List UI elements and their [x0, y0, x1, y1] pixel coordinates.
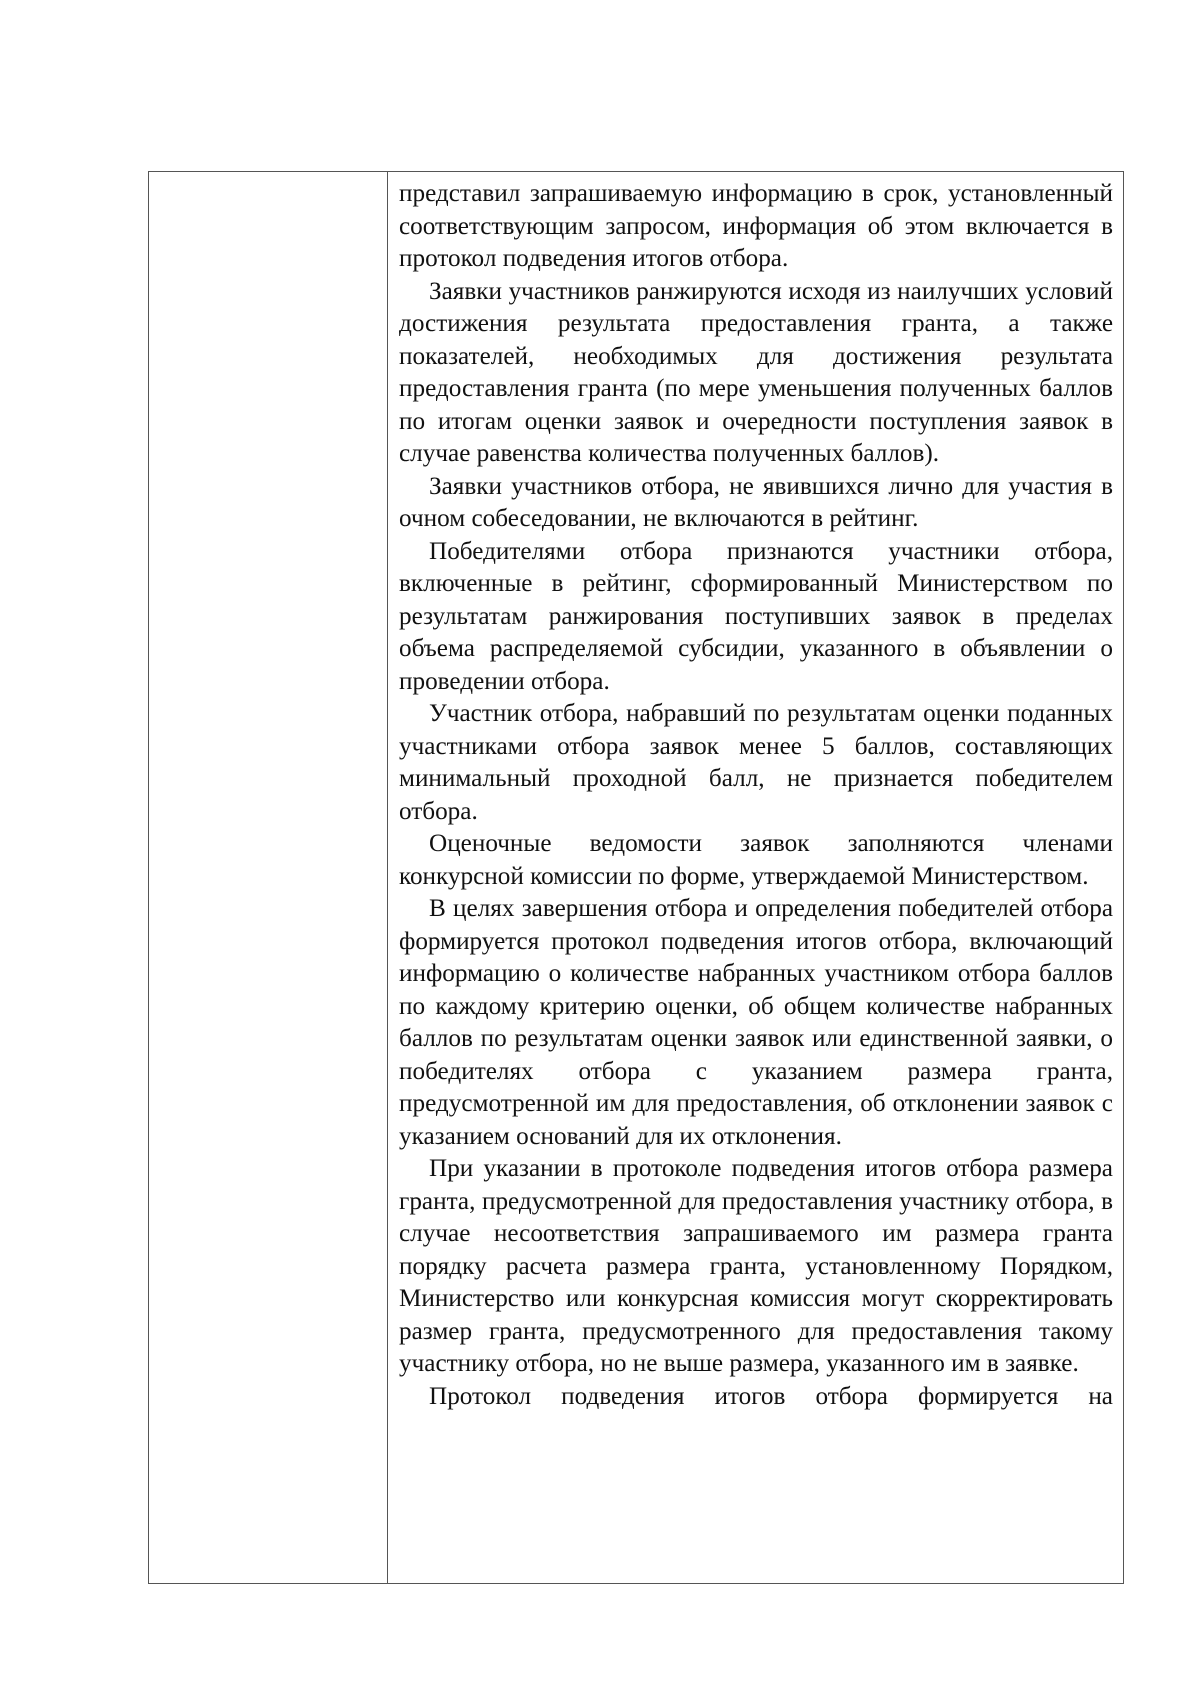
paragraph: Победителями отбора признаются участники отбора, включенные в рейтинг, сформированный Министерством по результатам ранжирования поступивших заявок в пределах объема распределяемой субсидии, указанного в объявлении о проведении отбора. [399, 537, 1113, 695]
table-left-cell [149, 172, 388, 1583]
paragraph: Заявки участников отбора, не явившихся лично для участия в очном собеседовании, не включаются в рейтинг. [399, 472, 1113, 532]
table-right-cell [388, 172, 1123, 1583]
paragraph: представил запрашиваемую информацию в срок, установленный соответствующим запросом, информация об этом включается в протокол подведения итогов отбора. [399, 180, 1113, 272]
paragraph-last: Протокол подведения итогов отбора формируется на [429, 1382, 1113, 1410]
paragraph: При указании в протоколе подведения итогов отбора размера гранта, предусмотренной для предоставления участнику отбора, в случае несоответствия запрашиваемого им размера гранта порядку расчета размера гранта, установленному Порядком, Министерство или конкурсная комиссия могут скорректировать размер гранта, предусмотренного для предоставления такому участнику отбора, но не выше размера, указанного им в заявке. [399, 1155, 1113, 1377]
document-table [148, 171, 1124, 1584]
paragraph: В целях завершения отбора и определения победителей отбора формируется протокол подведения итогов отбора, включающий информацию о количестве набранных участником отбора баллов по каждому критерию оценки, об общем количестве набранных баллов по результатам оценки заявок или единственной заявки, о победителях отбора с указанием размера гранта, предусмотренной им для предоставления, об отклонении заявок с указанием оснований для их отклонения. [399, 895, 1113, 1150]
paragraph: Оценочные ведомости заявок заполняются членами конкурсной комиссии по форме, утверждаемой Министерством. [399, 830, 1113, 890]
paragraph: Заявки участников ранжируются исходя из наилучших условий достижения результата предоставления гранта, а также показателей, необходимых для достижения результата предоставления гранта (по мере уменьшения полученных баллов по итогам оценки заявок и очередности поступления заявок в случае равенства количества полученных баллов). [399, 277, 1113, 467]
paragraph: Участник отбора, набравший по результатам оценки поданных участниками отбора заявок менее 5 баллов, составляющих минимальный проходной балл, не признается победителем отбора. [399, 700, 1113, 825]
